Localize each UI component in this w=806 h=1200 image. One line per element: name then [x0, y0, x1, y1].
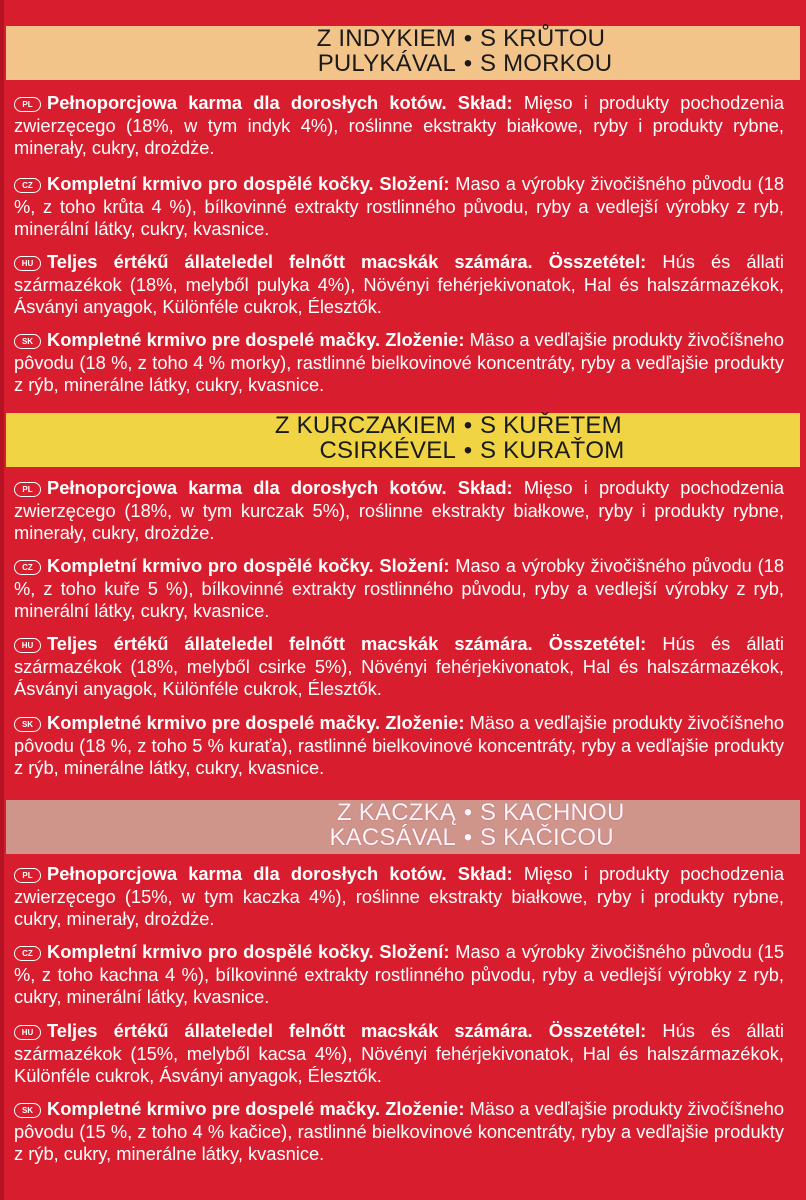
- bullet: •: [463, 50, 473, 77]
- composition-text: Hús és állati származékok (18%, melyből pulyka 4%), Növényi fehérjekivonatok, Hal és halszármazékok, Ásványi anyagok, Különféle cukrok, Élesztők.: [14, 251, 784, 317]
- composition-text: Mäso a vedľajšie produkty živočíšneho pôvodu (18 %, z toho 4 % morky), rastlinné bielkovinové koncentráty, ryby a vedľajšie produkty z rýb, minerálne látky, cukry, kvasnice.: [14, 329, 784, 395]
- band-label: S KACHNOU: [480, 799, 625, 826]
- bullet: •: [463, 25, 473, 52]
- composition-cz: [14, 555, 784, 623]
- composition-hu: [14, 251, 784, 319]
- bullet: •: [463, 799, 473, 826]
- band-label: S KUŘETEM: [480, 412, 622, 439]
- composition-heading: Kompletné krmivo pre dospelé mačky. Zloženie:: [47, 329, 465, 350]
- composition-heading: Kompletní krmivo pro dospělé kočky. Složení:: [47, 555, 450, 576]
- composition-sk: [14, 712, 784, 780]
- composition-text: Maso a výrobky živočišného původu (15 %, z toho kachna 4 %), bílkovinné extrakty rostlinného původu, ryby a vedlejší výrobky z ryb, cukry, minerální látky, kvasnice.: [14, 941, 785, 1007]
- band-label: PULYKÁVAL: [317, 50, 456, 77]
- composition-text: Hús és állati származékok (18%, melyből csirke 5%), Növényi fehérjekivonatok, Hal és halszármazékok, Ásványi anyagok, Különféle cukrok, Élesztők.: [14, 633, 784, 699]
- composition-pl: [14, 863, 784, 931]
- composition-text: Hús és állati származékok (15%, melyből kacsa 4%), Növényi fehérjekivonatok, Hal és halszármazékok, Különféle cukrok, Ásványi anyagok, Élesztők.: [14, 1020, 784, 1086]
- bullet: •: [463, 437, 473, 464]
- band-label: S KAČICOU: [480, 824, 614, 851]
- band-label: S KRŮTOU: [480, 25, 606, 52]
- band-line-2: [6, 51, 800, 76]
- composition-hu: [14, 633, 784, 701]
- composition-cz: [14, 173, 784, 241]
- composition-text: Mäso a vedľajšie produkty živočíšneho pôvodu (18 %, z toho 5 % kuraťa), rastlinné bielkovinové koncentráty, ryby a vedľajšie produkty z rýb, minerálne látky, cukry, kvasnice.: [14, 712, 784, 778]
- composition-text: Mięso i produkty pochodzenia zwierzęcego (18%, w tym kurczak 5%), roślinne ekstrakty białkowe, ryby i produkty rybne, minerały, cukry, drożdże.: [14, 477, 784, 543]
- composition-heading: Kompletné krmivo pre dospelé mačky. Zloženie:: [47, 712, 465, 733]
- composition-text: Mięso i produkty pochodzenia zwierzęcego (15%, w tym kaczka 4%), roślinne ekstrakty białkowe, ryby i produkty rybne, cukry, minerały, drożdże.: [14, 863, 784, 929]
- pl-badge-icon: PL: [14, 868, 41, 883]
- flavor-band-duck: [6, 800, 800, 854]
- band-line-1: [6, 26, 800, 51]
- band-label: Z KURCZAKIEM: [274, 412, 456, 439]
- composition-text: Maso a výrobky živočišného původu (18 %, z toho kuře 5 %), bílkovinné extrakty rostlinného původu, ryby a vedlejší výrobky z ryb, minerální látky, cukry, kvasnice.: [14, 555, 785, 621]
- composition-pl: [14, 92, 784, 160]
- composition-heading: Pełnoporcjowa karma dla dorosłych kotów. Skład:: [47, 477, 513, 498]
- hu-badge-icon: HU: [14, 256, 41, 271]
- composition-heading: Pełnoporcjowa karma dla dorosłych kotów. Skład:: [47, 863, 513, 884]
- pl-badge-icon: PL: [14, 97, 41, 112]
- band-label: S KURAŤOM: [480, 437, 625, 464]
- band-label: KACSÁVAL: [329, 824, 456, 851]
- band-line-2: [6, 438, 800, 463]
- composition-text: Maso a výrobky živočišného původu (18 %, z toho krůta 4 %), bílkovinné extrakty rostlinného původu, ryby a vedlejší výrobky z ryb, minerální látky, cukry, kvasnice.: [14, 173, 785, 239]
- band-label: Z KACZKĄ: [337, 799, 456, 826]
- cz-badge-icon: CZ: [14, 560, 41, 575]
- band-line-1: [6, 800, 800, 825]
- flavor-band-chicken: [6, 413, 800, 467]
- composition-heading: Teljes értékű állateledel felnőtt macskák számára. Összetétel:: [47, 1020, 647, 1041]
- composition-heading: Teljes értékű állateledel felnőtt macskák számára. Összetétel:: [47, 633, 647, 654]
- composition-heading: Kompletné krmivo pre dospelé mačky. Zloženie:: [47, 1098, 465, 1119]
- band-line-1: [6, 413, 800, 438]
- hu-badge-icon: HU: [14, 1025, 41, 1040]
- band-label: CSIRKÉVEL: [319, 437, 456, 464]
- composition-heading: Teljes értékű állateledel felnőtt macskák számára. Összetétel:: [47, 251, 647, 272]
- sk-badge-icon: SK: [14, 334, 41, 349]
- bullet: •: [463, 824, 473, 851]
- composition-sk: [14, 329, 784, 397]
- composition-heading: Pełnoporcjowa karma dla dorosłych kotów. Skład:: [47, 92, 513, 113]
- pl-badge-icon: PL: [14, 482, 41, 497]
- band-line-2: [6, 825, 800, 850]
- hu-badge-icon: HU: [14, 638, 41, 653]
- bullet: •: [463, 412, 473, 439]
- sk-badge-icon: SK: [14, 717, 41, 732]
- box-edge: [0, 0, 4, 1200]
- composition-sk: [14, 1098, 784, 1166]
- cz-badge-icon: CZ: [14, 178, 41, 193]
- composition-hu: [14, 1020, 784, 1088]
- flavor-band-turkey: [6, 26, 800, 80]
- band-label: S MORKOU: [480, 50, 613, 77]
- composition-heading: Kompletní krmivo pro dospělé kočky. Složení:: [47, 941, 450, 962]
- composition-heading: Kompletní krmivo pro dospělé kočky. Složení:: [47, 173, 450, 194]
- composition-text: Mäso a vedľajšie produkty živočíšneho pôvodu (15 %, z toho 4 % kačice), rastlinné bielkovinové koncentráty, ryby a vedľajšie produkty z rýb, cukry, minerálne látky, kvasnice.: [14, 1098, 784, 1164]
- composition-text: Mięso i produkty pochodzenia zwierzęcego (18%, w tym indyk 4%), roślinne ekstrakty białkowe, ryby i produkty rybne, minerały, cukry, drożdże.: [14, 92, 784, 158]
- sk-badge-icon: SK: [14, 1103, 41, 1118]
- cz-badge-icon: CZ: [14, 946, 41, 961]
- composition-cz: [14, 941, 784, 1009]
- composition-pl: [14, 477, 784, 545]
- band-label: Z INDYKIEM: [316, 25, 456, 52]
